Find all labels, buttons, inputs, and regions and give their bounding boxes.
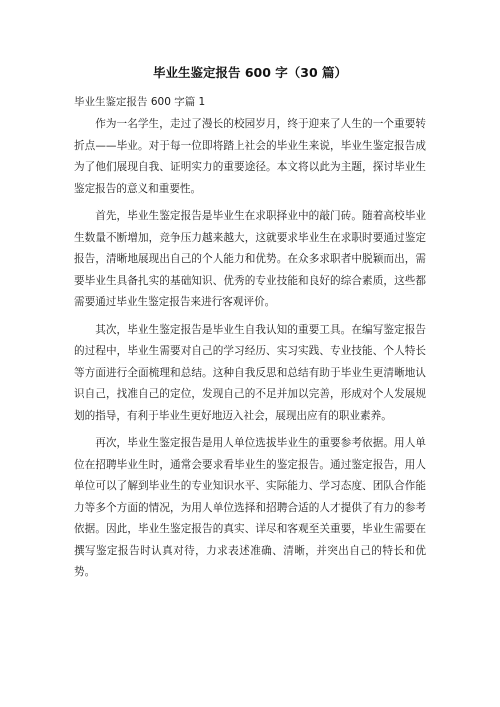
paragraph-1: 作为一名学生，走过了漫长的校园岁月，终于迎来了人生的一个重要转折点——毕业。对于每一位即将踏上社会的毕业生来说，毕业生鉴定报告成为了他们展现自我、证明实力的重要途径。本文将以此为主题，探讨毕业生鉴定报告的意义和重要性。 <box>74 118 426 195</box>
paragraph-3: 其次，毕业生鉴定报告是毕业生自我认知的重要工具。在编写鉴定报告的过程中，毕业生需要对自己的学习经历、实习实践、专业技能、个人特长等方面进行全面梳理和总结。这种自我反思和总结有助于毕业生更清晰地认识自己，找准自己的定位，发现自己的不足并加以完善，形成对个人发展规划的指导，有利于毕业生更好地迈入社会，展现出应有的职业素养。 <box>74 323 426 422</box>
paragraph-4: 再次，毕业生鉴定报告是用人单位选拔毕业生的重要参考依据。用人单位在招聘毕业生时，通常会要求看毕业生的鉴定报告。通过鉴定报告，用人单位可以了解到毕业生的专业知识水平、实际能力、学习态度、团队合作能力等多个方面的情况，为用人单位选择和招聘合适的人才提供了有力的参考依据。因此，毕业生鉴定报告的真实、详尽和客观至关重要，毕业生需要在撰写鉴定报告时认真对待，力求表述准确、清晰，并突出自己的特长和优势。 <box>74 437 426 578</box>
section-heading: 毕业生鉴定报告 600 字篇 1 <box>74 96 206 108</box>
paragraph-2: 首先，毕业生鉴定报告是毕业生在求职择业中的敲门砖。随着高校毕业生数量不断增加，竞争压力越来越大，这就要求毕业生在求职时要通过鉴定报告，清晰地展现出自己的个人能力和优势。在众多求职者中脱颖而出，需要毕业生具备扎实的基础知识、优秀的专业技能和良好的综合素质，这些都需要通过毕业生鉴定报告来进行客观评价。 <box>74 210 426 308</box>
document-body <box>74 114 426 584</box>
document-title: 毕业生鉴定报告 600 字（30 篇） <box>152 65 348 80</box>
